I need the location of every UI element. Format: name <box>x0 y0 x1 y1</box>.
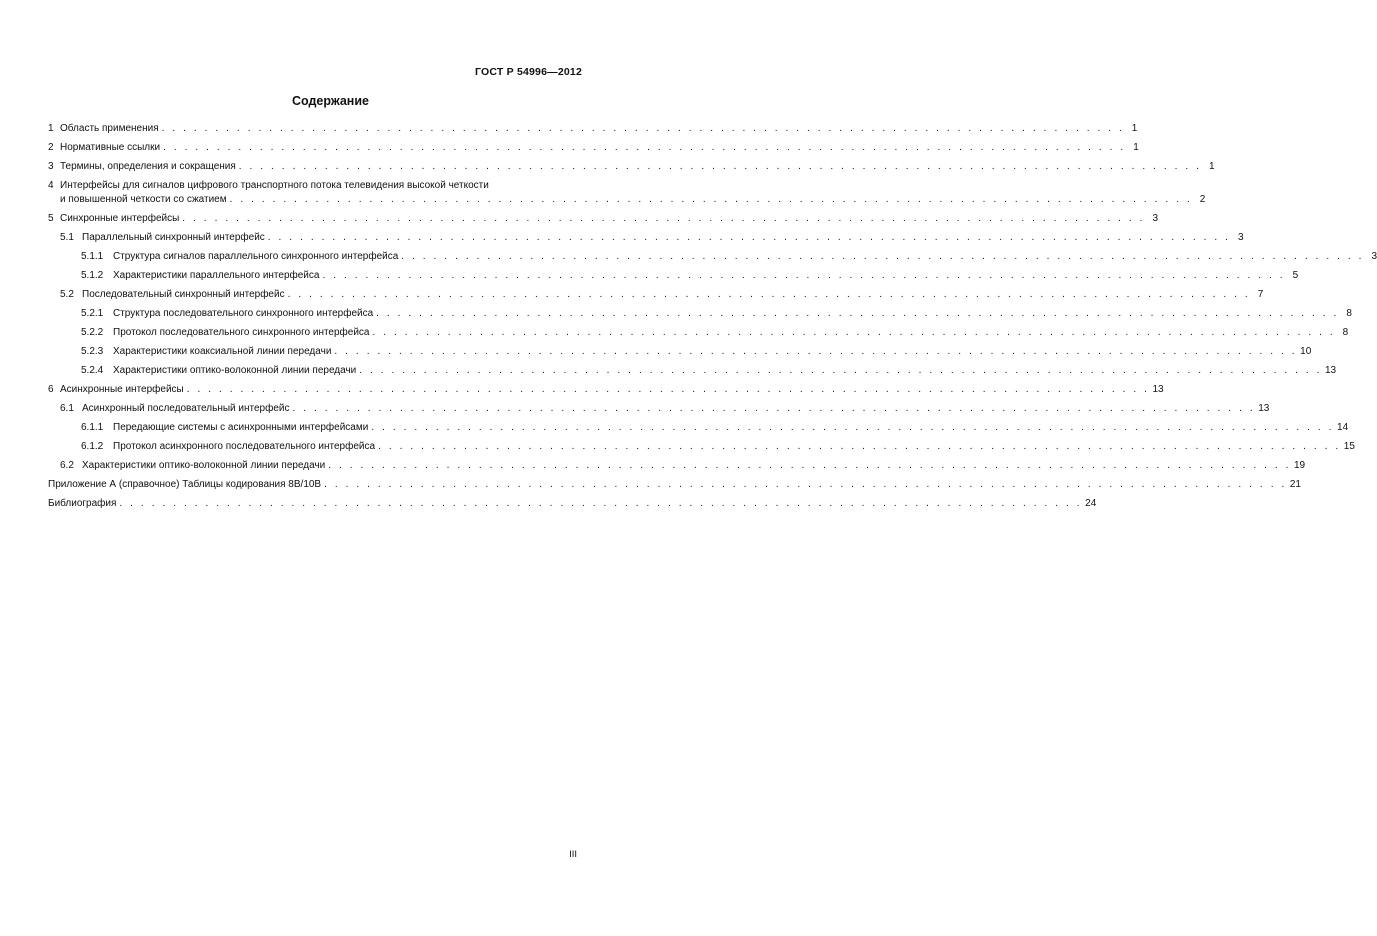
toc-entry[interactable] <box>48 307 1352 321</box>
toc-page-number: 10 <box>1300 346 1312 357</box>
dot-leader: . . . . . . . . . . . . . . . . . . . . . . . . . . . . . . . . . . . . . . . . . . . . . . . . . . . . . . . . . . . . . . . . . . . . . . . . . . . . . . . . . . . . . . . . . . <box>119 498 1083 509</box>
toc-page-number: 2 <box>1199 194 1206 205</box>
toc-entry[interactable] <box>48 478 1301 492</box>
toc-title: Нормативные ссылки <box>60 142 161 153</box>
toc-title: Асинхронные интерфейсы <box>60 384 184 395</box>
dot-leader: . . . . . . . . . . . . . . . . . . . . . . . . . . . . . . . . . . . . . . . . . . . . . . . . . . . . . . . . . . . . . . . . . . . . . . . . . . . . . . . . . . . . . . . . . . <box>161 123 1125 134</box>
toc-title: Приложение А (справочное) Таблицы кодирования 8В/10В <box>48 479 322 490</box>
document-code: ГОСТ Р 54996—2012 <box>474 66 582 78</box>
dot-leader: . . . . . . . . . . . . . . . . . . . . . . . . . . . . . . . . . . . . . . . . . . . . . . . . . . . . . . . . . . . . . . . . . . . . . . . . . . . . . . . . . . . . . . . . . . <box>376 308 1339 319</box>
toc-entry[interactable] <box>48 288 1264 302</box>
toc-page-number: 3 <box>1152 213 1159 224</box>
dot-leader: . . . . . . . . . . . . . . . . . . . . . . . . . . . . . . . . . . . . . . . . . . . . . . . . . . . . . . . . . . . . . . . . . . . . . . . . . . . . . . . . . . . . . . . . . . <box>182 213 1146 224</box>
toc-page-number: 21 <box>1289 479 1301 490</box>
toc-entry[interactable] <box>48 345 1312 359</box>
dot-leader: . . . . . . . . . . . . . . . . . . . . . . . . . . . . . . . . . . . . . . . . . . . . . . . . . . . . . . . . . . . . . . . . . . . . . . . . . . . . . . . . . . . . . . . . . . <box>324 479 1287 490</box>
toc-entry[interactable] <box>48 160 1215 174</box>
toc-entry[interactable] <box>48 402 1270 416</box>
toc-entry[interactable] <box>48 212 1159 226</box>
toc-entry[interactable] <box>48 421 1349 435</box>
toc-number: 6.1.1 <box>81 422 104 433</box>
toc-title: Интерфейсы для сигналов цифрового транспортного потока телевидения высокой четкости <box>60 180 489 191</box>
toc-title: Структура последовательного синхронного интерфейса <box>113 308 374 319</box>
toc-number: 5.2.4 <box>81 365 104 376</box>
toc-title: Характеристики оптико-волоконной линии передачи <box>82 460 326 471</box>
dot-leader: . . . . . . . . . . . . . . . . . . . . . . . . . . . . . . . . . . . . . . . . . . . . . . . . . . . . . . . . . . . . . . . . . . . . . . . . . . . . . . . . . . . . . . . . . . <box>328 460 1291 471</box>
dot-leader: . . . . . . . . . . . . . . . . . . . . . . . . . . . . . . . . . . . . . . . . . . . . . . . . . . . . . . . . . . . . . . . . . . . . . . . . . . . . . . . . . . . . . . . . . . <box>287 289 1251 300</box>
toc-page-number: 19 <box>1293 460 1306 471</box>
toc-entry[interactable] <box>48 231 1244 245</box>
toc-number: 5.1 <box>60 232 74 243</box>
toc-number: 6.2 <box>60 460 74 471</box>
toc-entry[interactable] <box>48 269 1299 283</box>
dot-leader: . . . . . . . . . . . . . . . . . . . . . . . . . . . . . . . . . . . . . . . . . . . . . . . . . . . . . . . . . . . . . . . . . . . . . . . . . . . . . . . . . . . . . . . . . . <box>229 194 1193 205</box>
dot-leader: . . . . . . . . . . . . . . . . . . . . . . . . . . . . . . . . . . . . . . . . . . . . . . . . . . . . . . . . . . . . . . . . . . . . . . . . . . . . . . . . . . . . . . . . . . <box>322 270 1286 281</box>
toc-page-number: 13 <box>1258 403 1270 414</box>
toc-title: Термины, определения и сокращения <box>60 161 236 172</box>
toc-page-number: 14 <box>1337 422 1349 433</box>
dot-leader: . . . . . . . . . . . . . . . . . . . . . . . . . . . . . . . . . . . . . . . . . . . . . . . . . . . . . . . . . . . . . . . . . . . . . . . . . . . . . . . . . . . . . . . . . . <box>163 142 1126 153</box>
table-of-contents <box>48 119 1377 511</box>
toc-number: 5.1.2 <box>81 270 104 281</box>
dot-leader: . . . . . . . . . . . . . . . . . . . . . . . . . . . . . . . . . . . . . . . . . . . . . . . . . . . . . . . . . . . . . . . . . . . . . . . . . . . . . . . . . . . . . . . . . . <box>334 346 1298 357</box>
toc-entry[interactable] <box>48 122 1138 136</box>
toc-page-number: 8 <box>1346 308 1352 319</box>
dot-leader: . . . . . . . . . . . . . . . . . . . . . . . . . . . . . . . . . . . . . . . . . . . . . . . . . . . . . . . . . . . . . . . . . . . . . . . . . . . . . . . . . . . . . . . . . . <box>371 422 1335 433</box>
dot-leader: . . . . . . . . . . . . . . . . . . . . . . . . . . . . . . . . . . . . . . . . . . . . . . . . . . . . . . . . . . . . . . . . . . . . . . . . . . . . . . . . . . . . . . . . . . <box>372 327 1336 338</box>
toc-title: Последовательный синхронный интерфейс <box>82 289 285 300</box>
dot-leader: . . . . . . . . . . . . . . . . . . . . . . . . . . . . . . . . . . . . . . . . . . . . . . . . . . . . . . . . . . . . . . . . . . . . . . . . . . . . . . . . . . . . . . . . . . <box>359 365 1322 376</box>
toc-entry[interactable] <box>48 459 1306 473</box>
toc-title: Передающие системы с асинхронными интерфейсами <box>113 422 369 433</box>
toc-title: Асинхронный последовательный интерфейс <box>82 403 290 414</box>
toc-title: Протокол последовательного синхронного интерфейса <box>113 327 370 338</box>
toc-page-number: 8 <box>1342 327 1349 338</box>
toc-number: 6.1 <box>60 403 74 414</box>
dot-leader: . . . . . . . . . . . . . . . . . . . . . . . . . . . . . . . . . . . . . . . . . . . . . . . . . . . . . . . . . . . . . . . . . . . . . . . . . . . . . . . . . . . . . . . . . . <box>267 232 1231 243</box>
toc-title: Синхронные интерфейсы <box>60 213 180 224</box>
toc-entry[interactable] <box>48 179 1206 207</box>
toc-number: 5.2.3 <box>81 346 104 357</box>
toc-page-number: 3 <box>1371 251 1377 262</box>
dot-leader: . . . . . . . . . . . . . . . . . . . . . . . . . . . . . . . . . . . . . . . . . . . . . . . . . . . . . . . . . . . . . . . . . . . . . . . . . . . . . . . . . . . . . . . . . . <box>292 403 1256 414</box>
toc-page-number: 1 <box>1131 123 1138 134</box>
toc-entry[interactable] <box>48 440 1355 454</box>
toc-title: Характеристики коаксиальной линии передачи <box>113 346 332 357</box>
toc-number: 6 <box>48 384 54 395</box>
toc-title: Протокол асинхронного последовательного интерфейса <box>113 441 376 452</box>
toc-number: 6.1.2 <box>81 441 104 452</box>
toc-page-number: 1 <box>1133 142 1139 153</box>
toc-number: 5.2.2 <box>81 327 104 338</box>
toc-entry[interactable] <box>48 326 1349 340</box>
toc-title: Характеристики оптико-волоконной линии передачи <box>113 365 357 376</box>
toc-number: 1 <box>48 123 54 134</box>
toc-entry[interactable] <box>48 141 1139 155</box>
toc-title: Область применения <box>60 123 159 134</box>
toc-number: 5.2.1 <box>81 308 104 319</box>
page-title: Содержание <box>291 94 369 108</box>
page-number-roman: III <box>569 849 577 860</box>
toc-number: 2 <box>48 142 54 153</box>
toc-entry[interactable] <box>48 250 1377 264</box>
toc-entry[interactable] <box>48 497 1097 511</box>
toc-title: Параллельный синхронный интерфейс <box>82 232 265 243</box>
toc-number: 5.1.1 <box>81 251 104 262</box>
toc-page-number: 15 <box>1343 441 1355 452</box>
toc-page-number: 1 <box>1208 161 1215 172</box>
toc-number: 3 <box>48 161 54 172</box>
toc-number: 5 <box>48 213 54 224</box>
toc-title-continuation: и повышенной четкости со сжатием <box>60 194 227 205</box>
dot-leader: . . . . . . . . . . . . . . . . . . . . . . . . . . . . . . . . . . . . . . . . . . . . . . . . . . . . . . . . . . . . . . . . . . . . . . . . . . . . . . . . . . . . . . . . . . <box>378 441 1341 452</box>
dot-leader: . . . . . . . . . . . . . . . . . . . . . . . . . . . . . . . . . . . . . . . . . . . . . . . . . . . . . . . . . . . . . . . . . . . . . . . . . . . . . . . . . . . . . . . . . . <box>238 161 1202 172</box>
toc-page-number: 13 <box>1152 384 1164 395</box>
toc-title: Библиография <box>48 498 117 509</box>
toc-number: 4 <box>48 180 54 191</box>
dot-leader: . . . . . . . . . . . . . . . . . . . . . . . . . . . . . . . . . . . . . . . . . . . . . . . . . . . . . . . . . . . . . . . . . . . . . . . . . . . . . . . . . . . . . . . . . . <box>186 384 1150 395</box>
toc-page-number: 3 <box>1237 232 1244 243</box>
toc-number: 5.2 <box>60 289 74 300</box>
toc-page-number: 5 <box>1292 270 1299 281</box>
toc-page-number: 13 <box>1324 365 1337 376</box>
dot-leader: . . . . . . . . . . . . . . . . . . . . . . . . . . . . . . . . . . . . . . . . . . . . . . . . . . . . . . . . . . . . . . . . . . . . . . . . . . . . . . . . . . . . . . . . . . <box>401 251 1364 262</box>
toc-page-number: 7 <box>1257 289 1264 300</box>
toc-title: Структура сигналов параллельного синхронного интерфейса <box>113 251 399 262</box>
toc-entry[interactable] <box>48 364 1337 378</box>
toc-page-number: 24 <box>1085 498 1097 509</box>
toc-entry[interactable] <box>48 383 1164 397</box>
toc-title: Характеристики параллельного интерфейса <box>113 270 320 281</box>
